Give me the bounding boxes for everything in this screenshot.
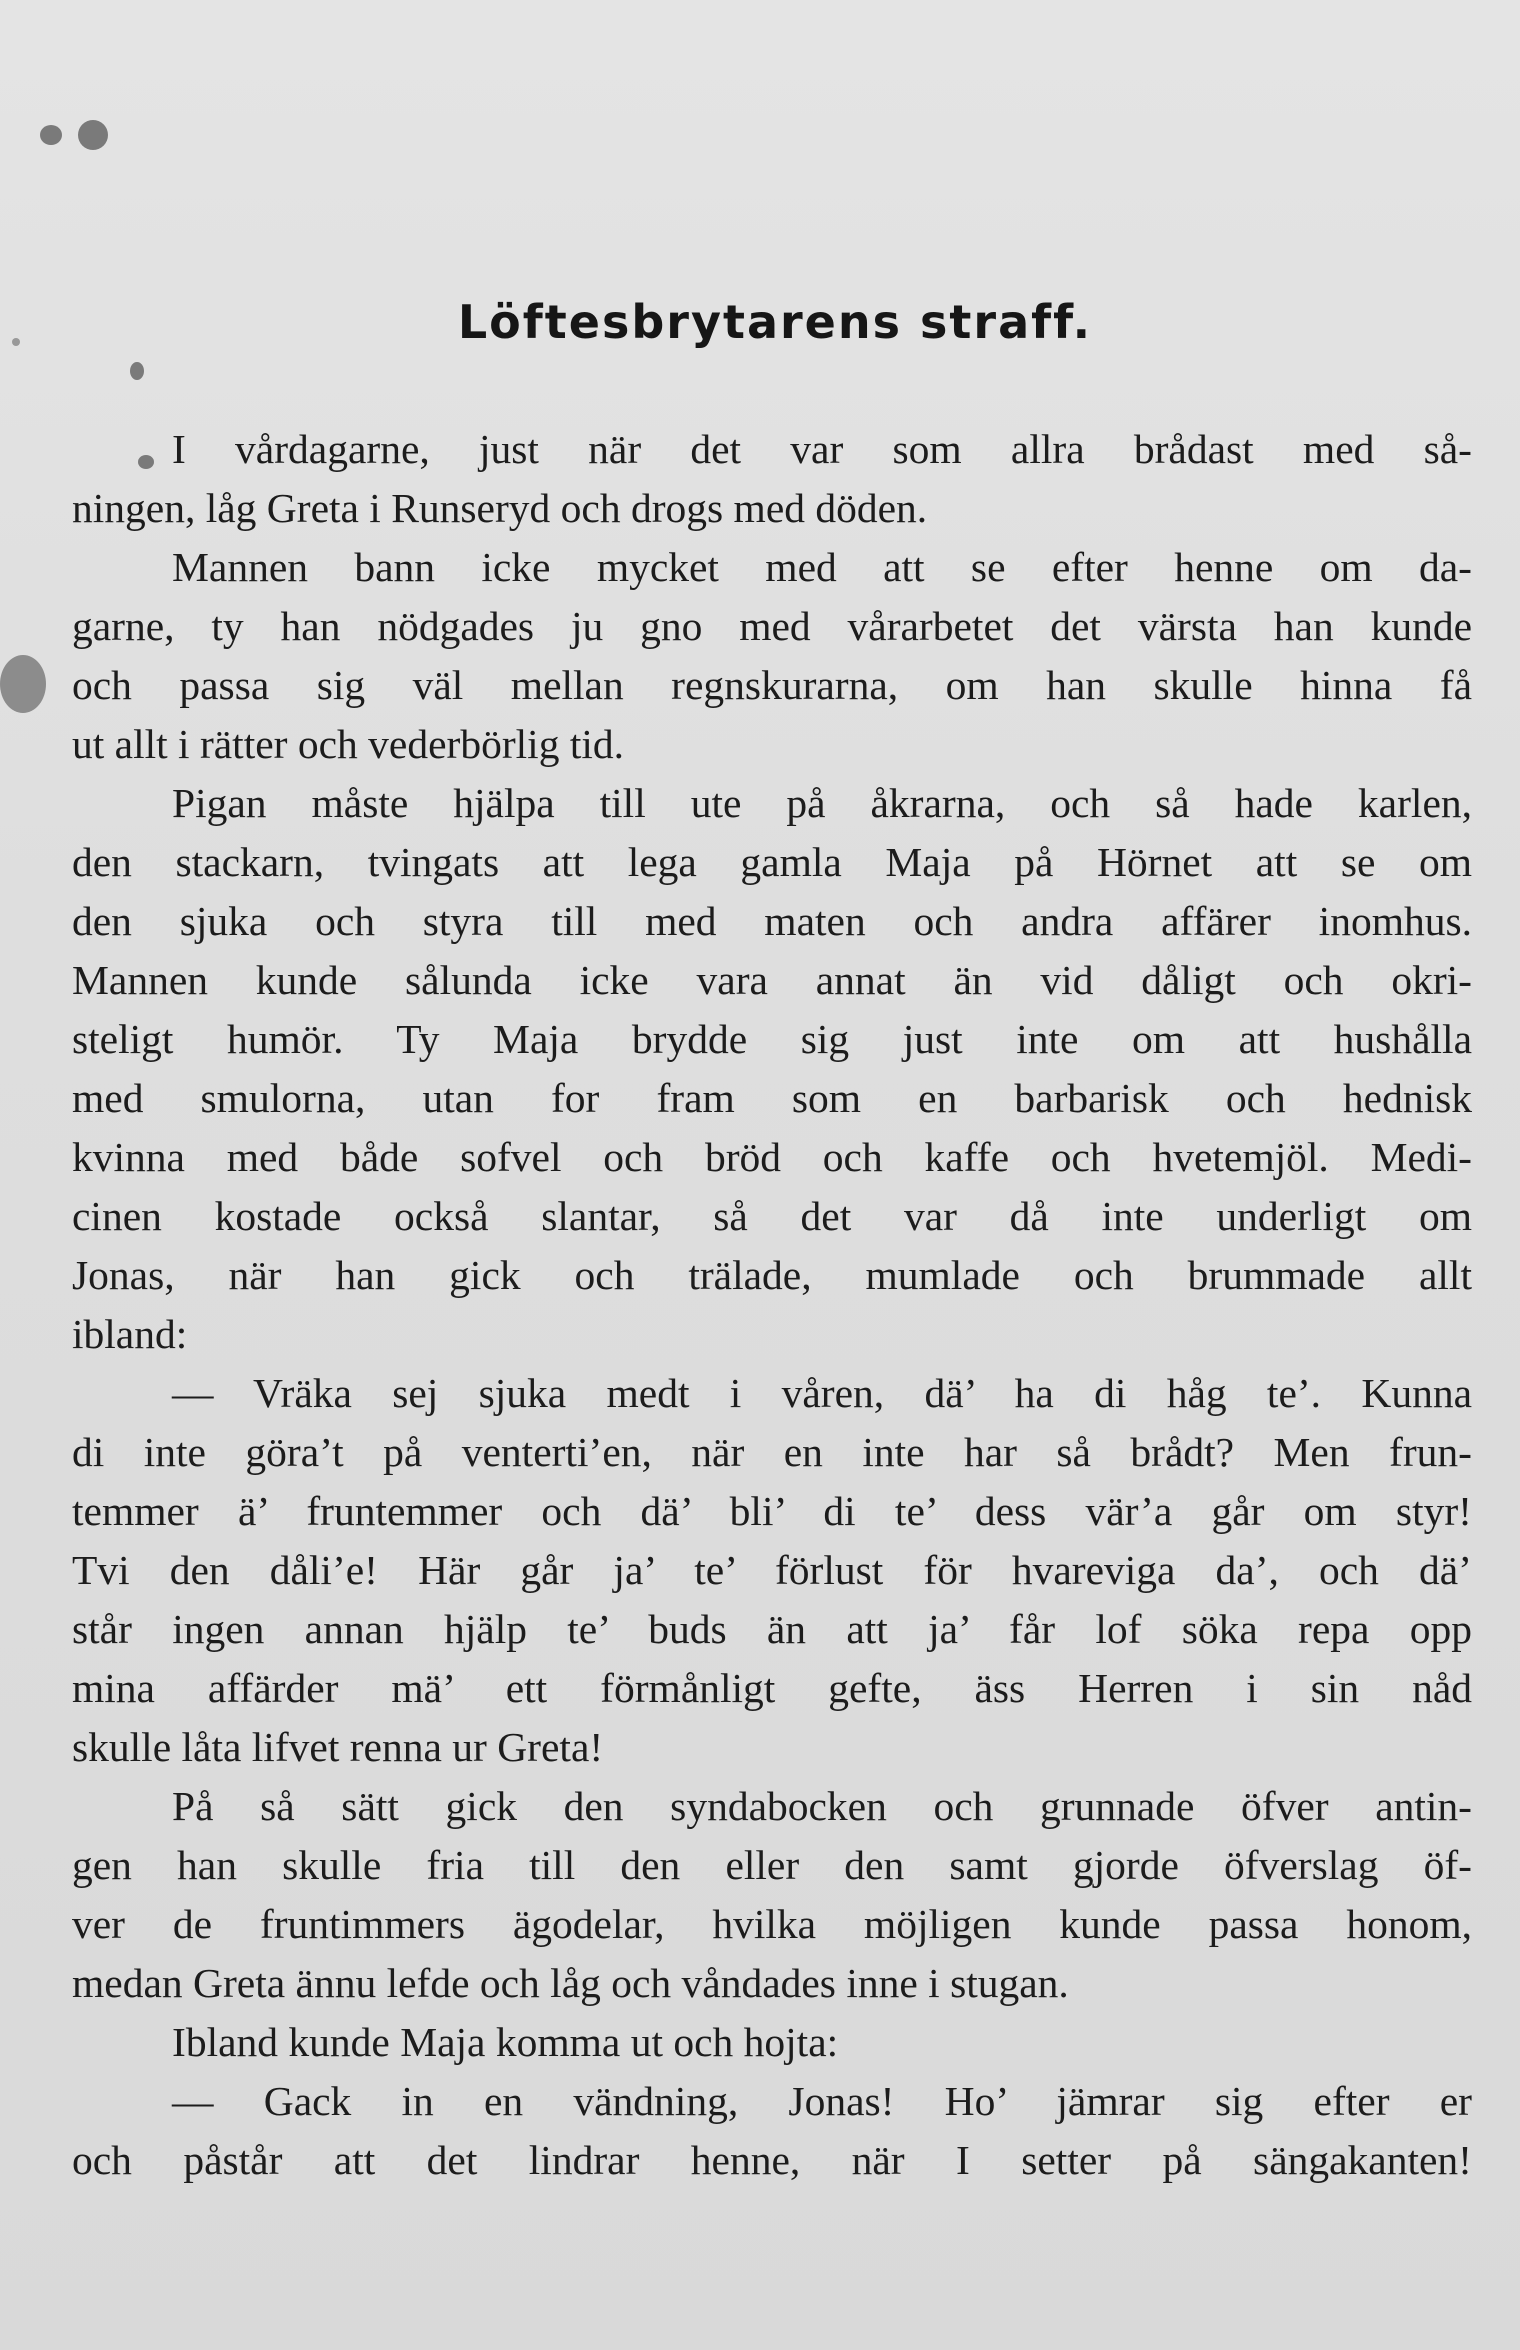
text-line: mina affärder mä’ ett förmånligt gefte, äss Herren i sin nåd	[72, 1665, 1472, 1711]
paragraph	[72, 774, 1472, 1364]
ink-spot	[40, 125, 62, 145]
text-line: temmer ä’ fruntemmer och dä’ bli’ di te’ dess vär’a går om styr!	[72, 1488, 1472, 1534]
text-line: den sjuka och styra till med maten och andra affärer inomhus.	[72, 898, 1472, 944]
text-line: och passa sig väl mellan regnskurarna, om han skulle hinna få	[72, 662, 1472, 708]
paragraph	[72, 538, 1472, 774]
text-line: Mannen kunde sålunda icke vara annat än vid dåligt och okri-	[72, 957, 1472, 1003]
body-text	[72, 420, 1472, 2190]
text-line: — Gack in en vändning, Jonas! Ho’ jämrar sig efter er	[172, 2078, 1472, 2124]
text-line: Mannen bann icke mycket med att se efter henne om da-	[172, 544, 1472, 590]
text-line: den stackarn, tvingats att lega gamla Maja på Hörnet att se om	[72, 839, 1472, 885]
ink-spot	[78, 120, 108, 150]
text-line: Pigan måste hjälpa till ute på åkrarna, och så hade karlen,	[172, 780, 1472, 826]
text-line: Jonas, när han gick och trälade, mumlade och brummade allt	[72, 1252, 1472, 1298]
text-line: Tvi den dåli’e! Här går ja’ te’ förlust för hvareviga da’, och dä’	[72, 1547, 1472, 1593]
text-line: gen han skulle fria till den eller den samt gjorde öfverslag öf-	[72, 1842, 1472, 1888]
text-line: skulle låta lifvet renna ur Greta!	[72, 1724, 604, 1770]
paragraph	[72, 420, 1472, 538]
text-line: I vårdagarne, just när det var som allra brådast med så-	[172, 426, 1472, 472]
text-line: ibland:	[72, 1311, 188, 1357]
paragraph	[72, 1777, 1472, 2013]
text-line: steligt humör. Ty Maja brydde sig just inte om att hushålla	[72, 1016, 1472, 1062]
paragraph	[72, 2072, 1472, 2190]
text-line: Ibland kunde Maja komma ut och hojta:	[172, 2019, 839, 2065]
paragraph	[72, 2013, 1472, 2072]
ink-spot	[130, 362, 144, 380]
text-line: med smulorna, utan for fram som en barbarisk och hednisk	[72, 1075, 1472, 1121]
text-line: kvinna med både sofvel och bröd och kaffe och hvetemjöl. Medi-	[72, 1134, 1472, 1180]
text-line: medan Greta ännu lefde och låg och våndades inne i stugan.	[72, 1960, 1069, 2006]
text-line: och påstår att det lindrar henne, när I setter på sängakanten!	[72, 2137, 1472, 2183]
text-line: På så sätt gick den syndabocken och grunnade öfver antin-	[172, 1783, 1472, 1829]
ink-spot	[0, 655, 46, 713]
text-line: di inte göra’t på venterti’en, när en inte har så brådt? Men frun-	[72, 1429, 1472, 1475]
text-line: garne, ty han nödgades ju gno med vårarbetet det värsta han kunde	[72, 603, 1472, 649]
text-line: cinen kostade också slantar, så det var då inte underligt om	[72, 1193, 1472, 1239]
text-line: ningen, låg Greta i Runseryd och drogs med döden.	[72, 485, 928, 531]
page-title: Löftesbrytarens straff.	[457, 295, 1093, 349]
text-line: — Vräka sej sjuka medt i våren, dä’ ha di håg te’. Kunna	[172, 1370, 1472, 1416]
text-line: ver de fruntimmers ägodelar, hvilka möjligen kunde passa honom,	[72, 1901, 1472, 1947]
text-line: står ingen annan hjälp te’ buds än att ja’ får lof söka repa opp	[72, 1606, 1472, 1652]
paragraph	[72, 1364, 1472, 1777]
text-line: ut allt i rätter och vederbörlig tid.	[72, 721, 625, 767]
